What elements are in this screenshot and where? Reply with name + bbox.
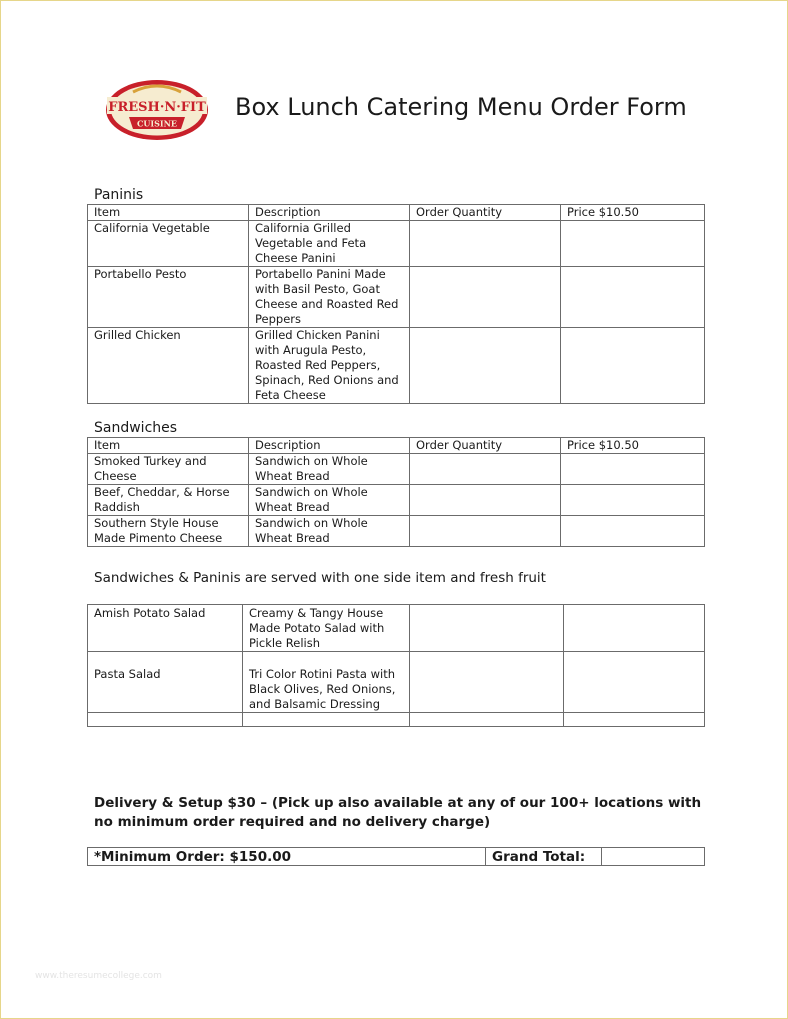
- description-cell: California Grilled Vegetable and Feta Cheese Panini: [249, 221, 410, 267]
- column-header: Order Quantity: [410, 205, 561, 221]
- table-row: [88, 516, 705, 547]
- order-quantity-cell[interactable]: [410, 652, 564, 713]
- item-cell: Grilled Chicken: [88, 328, 249, 404]
- page-title: Box Lunch Catering Menu Order Form: [235, 93, 687, 121]
- empty-cell[interactable]: [564, 713, 705, 727]
- table-row: [88, 267, 705, 328]
- column-header: Price $10.50: [561, 205, 705, 221]
- delivery-note: Delivery & Setup $30 – (Pick up also available at any of our 100+ locations with no minimum order required and no delivery charge): [94, 795, 702, 830]
- empty-cell[interactable]: [88, 713, 243, 727]
- price-cell[interactable]: [561, 328, 705, 404]
- empty-cell[interactable]: [410, 713, 564, 727]
- logo-text: FRESH·N·FIT: [108, 100, 206, 115]
- grand-total-label: Grand Total:: [486, 848, 602, 866]
- price-cell[interactable]: [561, 454, 705, 485]
- paninis-label: Paninis: [94, 187, 144, 203]
- table-row: [88, 328, 705, 404]
- item-cell: Smoked Turkey and Cheese: [88, 454, 249, 485]
- order-quantity-cell[interactable]: [410, 605, 564, 652]
- sandwiches-table: [87, 437, 705, 547]
- column-header: Item: [88, 438, 249, 454]
- price-cell[interactable]: [561, 516, 705, 547]
- sides-table: [87, 604, 705, 727]
- price-cell[interactable]: [564, 605, 705, 652]
- table-row: [88, 454, 705, 485]
- order-quantity-cell[interactable]: [410, 454, 561, 485]
- item-cell: Amish Potato Salad: [88, 605, 243, 652]
- item-cell: Beef, Cheddar, & Horse Raddish: [88, 485, 249, 516]
- empty-cell[interactable]: [243, 713, 410, 727]
- description-cell: Creamy & Tangy House Made Potato Salad with Pickle Relish: [243, 605, 410, 652]
- watermark: www.theresumecollege.com: [35, 971, 162, 981]
- column-header: Price $10.50: [561, 438, 705, 454]
- grand-total-value-cell[interactable]: [602, 848, 705, 866]
- price-cell[interactable]: [561, 221, 705, 267]
- description-cell: Tri Color Rotini Pasta with Black Olives, Red Onions, and Balsamic Dressing: [243, 652, 410, 713]
- description-cell: Sandwich on Whole Wheat Bread: [249, 485, 410, 516]
- paninis-table: [87, 204, 705, 404]
- totals-table: [87, 847, 705, 866]
- description-cell: Sandwich on Whole Wheat Bread: [249, 454, 410, 485]
- order-quantity-cell[interactable]: [410, 328, 561, 404]
- column-header: Description: [249, 438, 410, 454]
- column-header: Order Quantity: [410, 438, 561, 454]
- order-quantity-cell[interactable]: [410, 485, 561, 516]
- table-row: [88, 605, 705, 652]
- logo-subtext: CUISINE: [136, 118, 178, 129]
- fresh-n-fit-logo: [105, 79, 209, 141]
- column-header: Item: [88, 205, 249, 221]
- totals-row: [88, 848, 705, 866]
- description-cell: Portabello Panini Made with Basil Pesto, Goat Cheese and Roasted Red Peppers: [249, 267, 410, 328]
- sides-note: Sandwiches & Paninis are served with one side item and fresh fruit: [94, 570, 546, 586]
- price-cell[interactable]: [561, 485, 705, 516]
- column-header: Description: [249, 205, 410, 221]
- item-cell: California Vegetable: [88, 221, 249, 267]
- description-cell: Sandwich on Whole Wheat Bread: [249, 516, 410, 547]
- sandwiches-label: Sandwiches: [94, 420, 178, 436]
- order-quantity-cell[interactable]: [410, 221, 561, 267]
- order-quantity-cell[interactable]: [410, 267, 561, 328]
- table-row: [88, 485, 705, 516]
- table-row-empty: [88, 713, 705, 727]
- order-quantity-cell[interactable]: [410, 516, 561, 547]
- description-cell: Grilled Chicken Panini with Arugula Pesto, Roasted Red Peppers, Spinach, Red Onions and Feta Cheese: [249, 328, 410, 404]
- table-header-row: [88, 438, 705, 454]
- price-cell[interactable]: [564, 652, 705, 713]
- table-row: [88, 652, 705, 713]
- table-row: [88, 221, 705, 267]
- item-cell: Pasta Salad: [88, 652, 243, 713]
- item-cell: Portabello Pesto: [88, 267, 249, 328]
- item-cell: Southern Style House Made Pimento Cheese: [88, 516, 249, 547]
- minimum-order-cell: *Minimum Order: $150.00: [88, 848, 486, 866]
- price-cell[interactable]: [561, 267, 705, 328]
- table-header-row: [88, 205, 705, 221]
